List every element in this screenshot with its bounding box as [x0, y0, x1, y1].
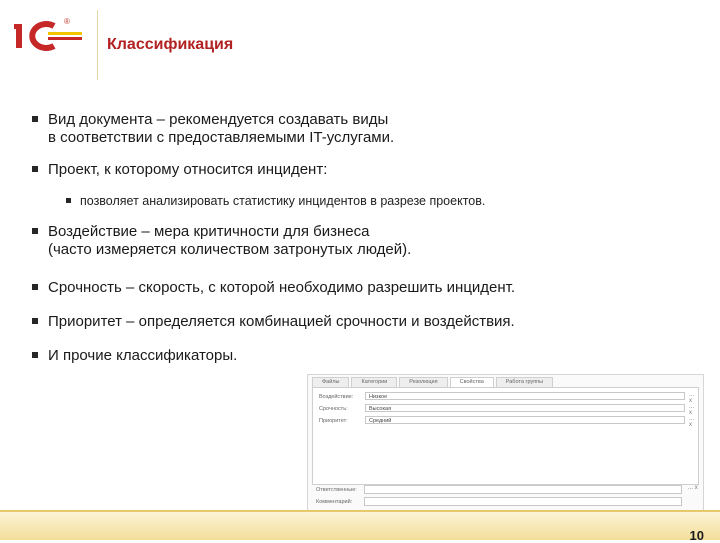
responsible-select-button[interactable]: ... x	[688, 485, 698, 491]
urgency-field[interactable]: Высокая	[365, 404, 685, 412]
square-bullet-icon	[32, 284, 38, 290]
responsible-row: Ответственные: ... x	[316, 485, 698, 493]
urgency-select-button[interactable]: ... x	[689, 404, 695, 416]
comment-field[interactable]	[364, 497, 682, 506]
incident-form-screenshot	[307, 374, 704, 512]
impact-row: Воздействие: Низкое ... x	[319, 392, 695, 404]
responsible-field[interactable]	[364, 485, 682, 494]
priority-row: Приоритет: Средний ... x	[319, 416, 695, 428]
properties-panel	[312, 387, 699, 485]
tab-resolution[interactable]: Резолюция	[399, 377, 447, 387]
square-bullet-icon	[32, 228, 38, 234]
square-bullet-icon	[32, 166, 38, 172]
impact-field[interactable]: Низкое	[365, 392, 685, 400]
tab-categories[interactable]: Категории	[351, 377, 397, 387]
square-bullet-icon	[32, 318, 38, 324]
square-bullet-icon	[32, 352, 38, 358]
urgency-row: Срочность: Высокая ... x	[319, 404, 695, 416]
slide-title: Классификация	[107, 36, 234, 53]
tab-files[interactable]: Файлы	[312, 377, 349, 387]
comment-row: Комментарий:	[316, 497, 701, 507]
priority-field[interactable]: Средний	[365, 416, 685, 424]
1c-logo	[14, 18, 84, 54]
form-tabs	[312, 377, 553, 387]
tab-properties[interactable]: Свойства	[450, 377, 494, 387]
square-bullet-icon	[66, 198, 71, 203]
impact-select-button[interactable]: ... x	[689, 392, 695, 404]
square-bullet-icon	[32, 116, 38, 122]
header-divider	[97, 10, 98, 80]
footer-band	[0, 512, 720, 540]
priority-select-button[interactable]: ... x	[689, 416, 695, 428]
page-number: 10	[689, 528, 704, 543]
tab-group-work[interactable]: Работа группы	[496, 377, 553, 387]
registered-icon: ®	[64, 17, 70, 26]
